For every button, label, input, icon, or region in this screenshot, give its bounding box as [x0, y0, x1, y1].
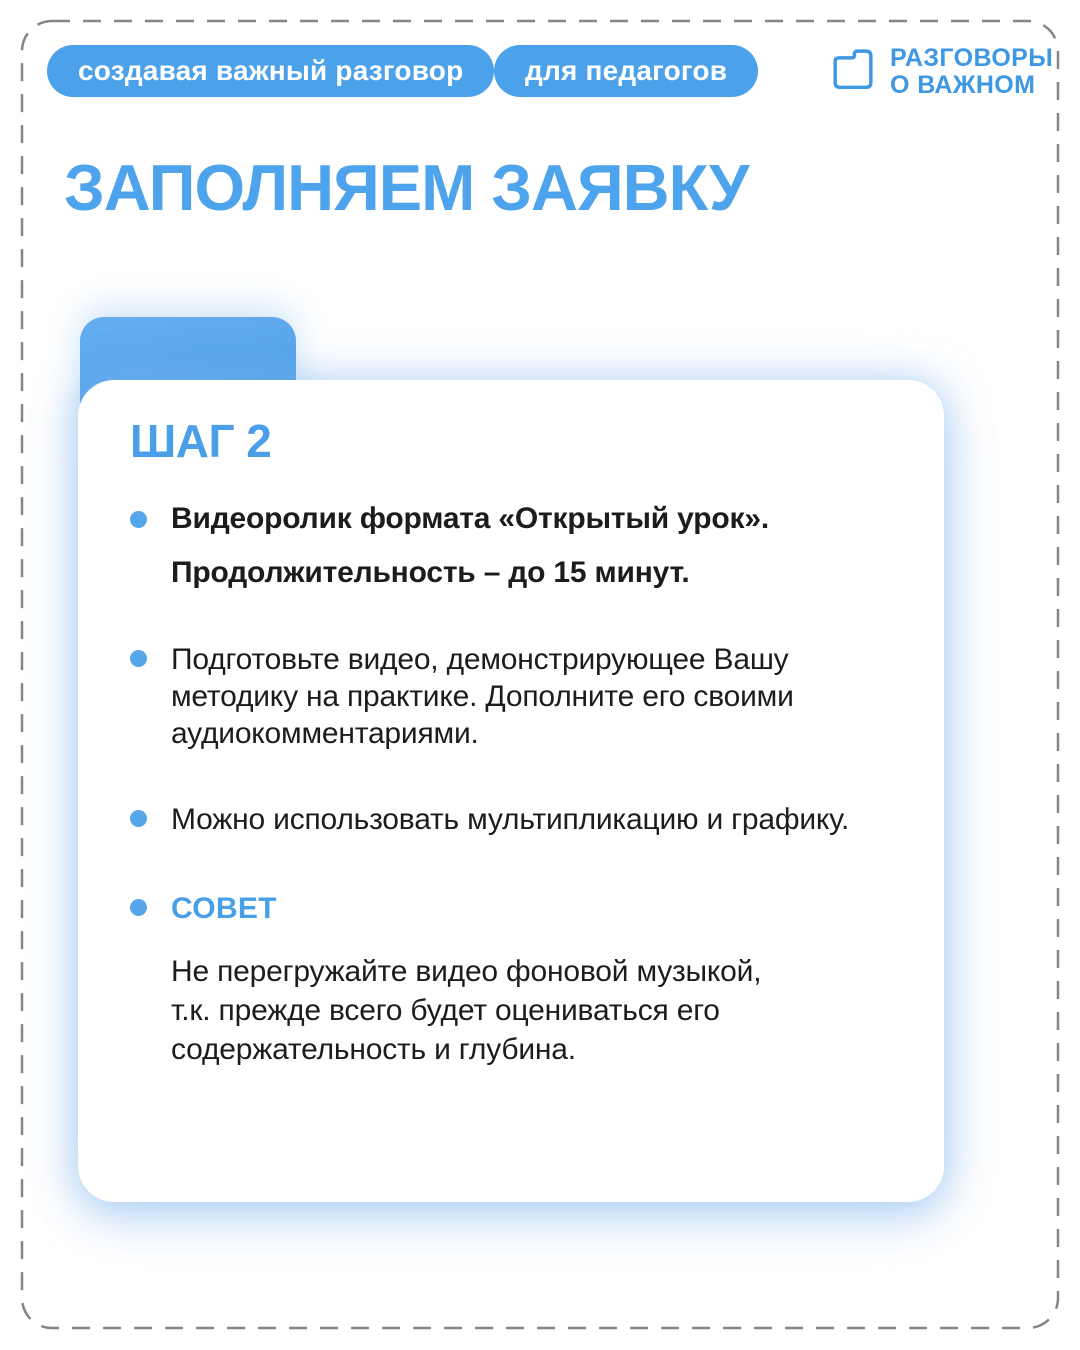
folder-icon — [826, 42, 880, 101]
badge-for-teachers: для педагогов — [494, 45, 758, 97]
bullet-text-line: методику на практике. Дополните его своими — [171, 680, 794, 713]
bullet-item-video-format — [130, 502, 888, 589]
bullet-dot — [130, 899, 147, 916]
badge-creating-important-talk: создавая важный разговор — [47, 45, 494, 97]
logo-razgovory-o-vazhnom — [826, 42, 1053, 101]
logo-line-2: О ВАЖНОМ — [890, 70, 1036, 99]
bullet-text-line: Можно использовать мультипликацию и графику. — [171, 803, 850, 836]
advice-paragraph — [171, 952, 888, 1069]
advice-text-line: Не перегружайте видео фоновой музыкой, — [171, 955, 762, 988]
bullet-text-line: Видеоролик формата «Открытый урок». — [171, 502, 769, 535]
advice-text-line: т.к. прежде всего будет оцениваться его — [171, 994, 720, 1027]
bullet-text-line: Продолжительность – до 15 минут. — [171, 556, 690, 589]
bullet-dot — [130, 650, 147, 667]
bullet-dot — [130, 511, 147, 528]
step-label: ШАГ 2 — [130, 415, 272, 467]
bullet-dot — [130, 810, 147, 827]
logo-line-1: РАЗГОВОРЫ — [890, 43, 1054, 72]
step-card — [78, 380, 944, 1202]
bullet-text-line: аудиокомментариями. — [171, 717, 479, 750]
advice-text-line: содержательность и глубина. — [171, 1033, 576, 1066]
bullet-text-line: Подготовьте видео, демонстрирующее Вашу — [171, 643, 789, 676]
advice-label: СОВЕТ — [171, 892, 277, 925]
bullet-item-animation-graphics — [130, 801, 888, 838]
bullet-item-prepare-video — [130, 641, 888, 752]
bullet-item-advice-heading — [130, 890, 888, 927]
logo-text — [890, 45, 1053, 99]
page-title: ЗАПОЛНЯЕМ ЗАЯВКУ — [64, 151, 749, 224]
